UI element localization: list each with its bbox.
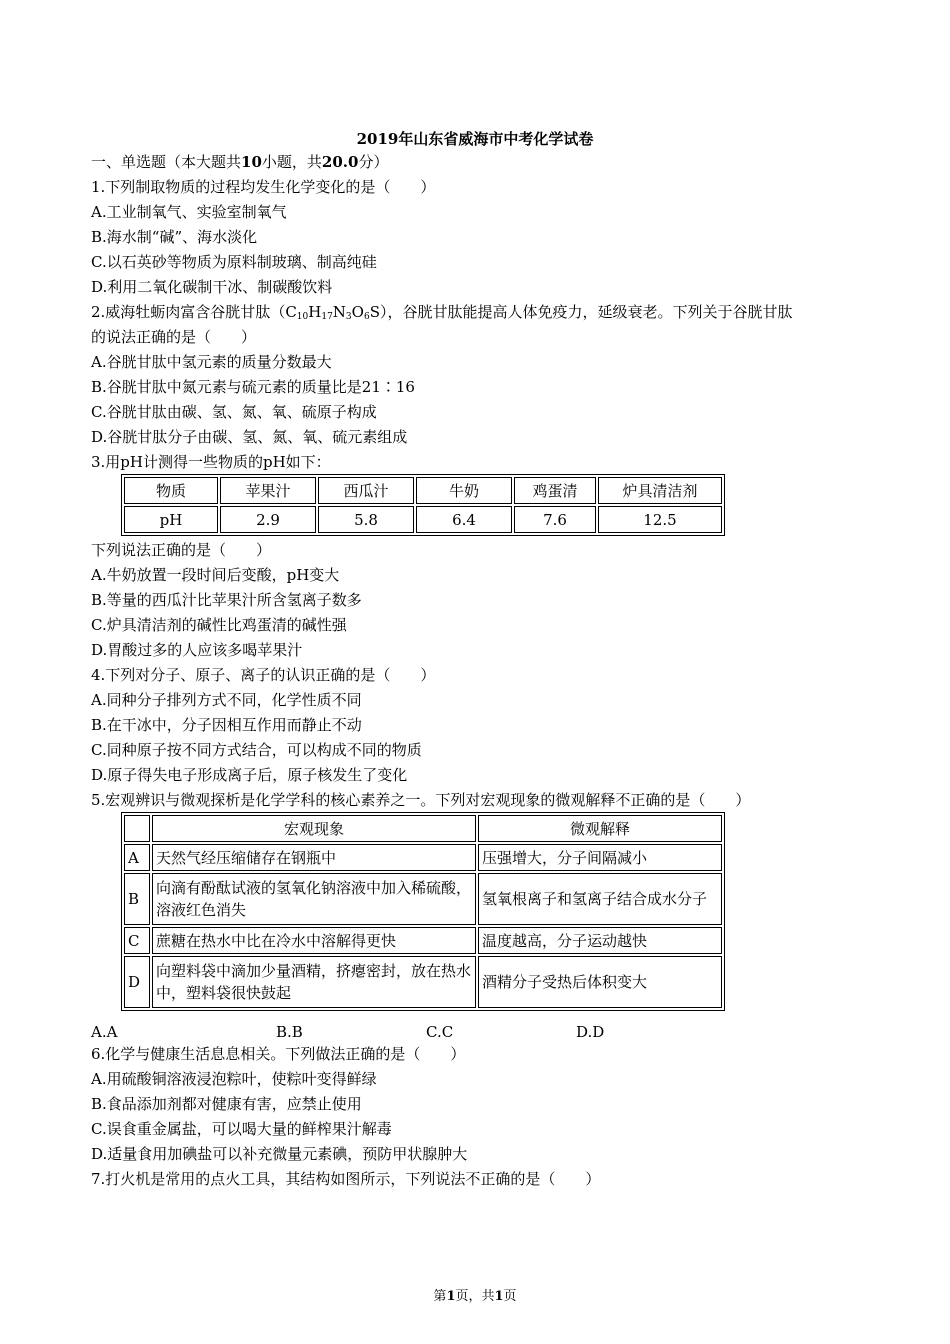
q1-option-a: A.工业制氧气、实验室制氧气: [91, 203, 287, 221]
q1-option-b: B.海水制“碱”、海水淡化: [91, 228, 258, 246]
table-cell: 氢氧根离子和氢离子结合成水分子: [478, 873, 722, 925]
table-cell: pH: [124, 506, 218, 533]
table-cell: 鸡蛋清: [514, 477, 596, 504]
q6-option-b: B.食品添加剂都对健康有害，应禁止使用: [91, 1095, 362, 1113]
total-points: 20.0: [321, 153, 359, 171]
page-footer: 第1页，共1页: [433, 1289, 517, 1304]
q5-option-d: D.D: [576, 1023, 605, 1041]
table-cell: 温度越高，分子运动越快: [478, 927, 722, 954]
q6-option-c: C.误食重金属盐，可以喝大量的鲜榨果汁解毒: [91, 1120, 392, 1138]
q3-option-d: D.胃酸过多的人应该多喝苹果汁: [91, 641, 303, 659]
q3-stem: 3.用pH计测得一些物质的pH如下：: [91, 453, 331, 471]
section-post: 分）: [358, 153, 389, 171]
q2-stem: 2.威海牡蛎肉富含谷胱甘肽$(C_{10}H_{17}N_3O_6S)$，谷胱甘肽能提高人体免疫力，延级衰老。下列关于谷胱甘肽: [91, 303, 793, 322]
q4-stem: 4.下列对分子、原子、离子的认识正确的是（ ）: [91, 666, 436, 684]
q2-option-a: A.谷胱甘肽中氢元素的质量分数最大: [91, 353, 332, 371]
section-pre: 一、单选题（本大题共: [91, 153, 242, 171]
q6-option-d: D.适量食用加碘盐可以补充微量元素碘，预防甲状腺肿大: [91, 1145, 468, 1163]
table-cell: 2.9: [220, 506, 316, 533]
q5-stem: 5.宏观辨识与微观探析是化学学科的核心素养之一。下列对宏观现象的微观解释不正确的是（ ）: [91, 791, 751, 809]
q3-stem-line2: 下列说法正确的是（ ）: [91, 541, 272, 559]
exam-title: 2019年山东省威海市中考化学试卷: [356, 130, 594, 148]
q2-option-b: B.谷胱甘肽中氮元素与硫元素的质量比是21∶16: [91, 378, 415, 396]
table-row: [124, 844, 722, 871]
table-row: [124, 927, 722, 954]
table-cell: 6.4: [416, 506, 512, 533]
table-cell: 炉具清洁剂: [598, 477, 722, 504]
table-cell: 微观解释: [478, 815, 722, 842]
middle-block: [91, 538, 871, 813]
table-cell: A: [124, 844, 150, 871]
table-header: [124, 815, 722, 842]
q5-option-c: C.C: [426, 1023, 454, 1041]
table-cell: [124, 815, 150, 842]
table-cell: 向塑料袋中滴加少量酒精，挤瘪密封，放在热水中，塑料袋很快鼓起: [152, 956, 476, 1008]
question-count: 10: [241, 153, 262, 171]
table-cell: 酒精分子受热后体积变大: [478, 956, 722, 1008]
ph-table-header: [124, 477, 722, 504]
section-block: [91, 150, 871, 475]
table-cell: 压强增大，分子间隔减小: [478, 844, 722, 871]
table-cell: 5.8: [318, 506, 414, 533]
q2-option-c: C.谷胱甘肽由碳、氢、氮、氧、硫原子构成: [91, 403, 377, 421]
table-cell: 7.6: [514, 506, 596, 533]
table-cell: 12.5: [598, 506, 722, 533]
table-cell: 物质: [124, 477, 218, 504]
q4-option-b: B.在干冰中，分子因相互作用而静止不动: [91, 716, 362, 734]
table-cell: 向滴有酚酞试液的氢氧化钠溶液中加入稀硫酸，溶液红色消失: [152, 873, 476, 925]
q7-stem: 7.打火机是常用的点火工具，其结构如图所示，下列说法不正确的是（ ）: [91, 1170, 601, 1188]
q5-options: [91, 1020, 791, 1044]
q4-option-d: D.原子得失电子形成离子后，原子核发生了变化: [91, 766, 408, 784]
table-cell: 苹果汁: [220, 477, 316, 504]
page-number: 1: [446, 1289, 456, 1304]
table-cell: 牛奶: [416, 477, 512, 504]
q1-option-d: D.利用二氧化碳制干冰、制碳酸饮料: [91, 278, 333, 296]
ph-table-row: [124, 506, 722, 533]
table-cell: C: [124, 927, 150, 954]
q6-option-a: A.用硫酸铜溶液浸泡粽叶，使粽叶变得鲜绿: [91, 1070, 377, 1088]
table-cell: 天然气经压缩储存在钢瓶中: [152, 844, 476, 871]
table-row: [124, 873, 722, 925]
table-cell: 西瓜汁: [318, 477, 414, 504]
q5-option-b: B.B: [276, 1023, 303, 1041]
q2-stem-line2: 的说法正确的是（ ）: [91, 328, 257, 346]
q4-option-c: C.同种原子按不同方式结合，可以构成不同的物质: [91, 741, 422, 759]
macro-micro-table: [121, 812, 725, 1011]
section-heading: [91, 150, 871, 175]
bottom-block: [91, 1042, 871, 1192]
table-cell: 蔗糖在热水中比在冷水中溶解得更快: [152, 927, 476, 954]
table-row: [124, 956, 722, 1008]
section-mid: 小题，共: [261, 153, 322, 171]
table-cell: 宏观现象: [152, 815, 476, 842]
q3-option-a: A.牛奶放置一段时间后变酸，pH变大: [91, 566, 340, 584]
ph-table: [121, 474, 725, 536]
page-total: 1: [494, 1289, 504, 1304]
q1-stem: 1.下列制取物质的过程均发生化学变化的是（ ）: [91, 178, 436, 196]
q3-option-b: B.等量的西瓜汁比苹果汁所含氢离子数多: [91, 591, 362, 609]
q5-option-a: A.A: [91, 1023, 118, 1041]
q1-option-c: C.以石英砂等物质为原料制玻璃、制高纯硅: [91, 253, 377, 271]
q6-stem: 6.化学与健康生活息息相关。下列做法正确的是（ ）: [91, 1045, 466, 1063]
q4-option-a: A.同种分子排列方式不同，化学性质不同: [91, 691, 362, 709]
q3-option-c: C.炉具清洁剂的碱性比鸡蛋清的碱性强: [91, 616, 347, 634]
table-cell: D: [124, 956, 150, 1008]
q2-option-d: D.谷胱甘肽分子由碳、氢、氮、氧、硫元素组成: [91, 428, 408, 446]
table-cell: B: [124, 873, 150, 925]
